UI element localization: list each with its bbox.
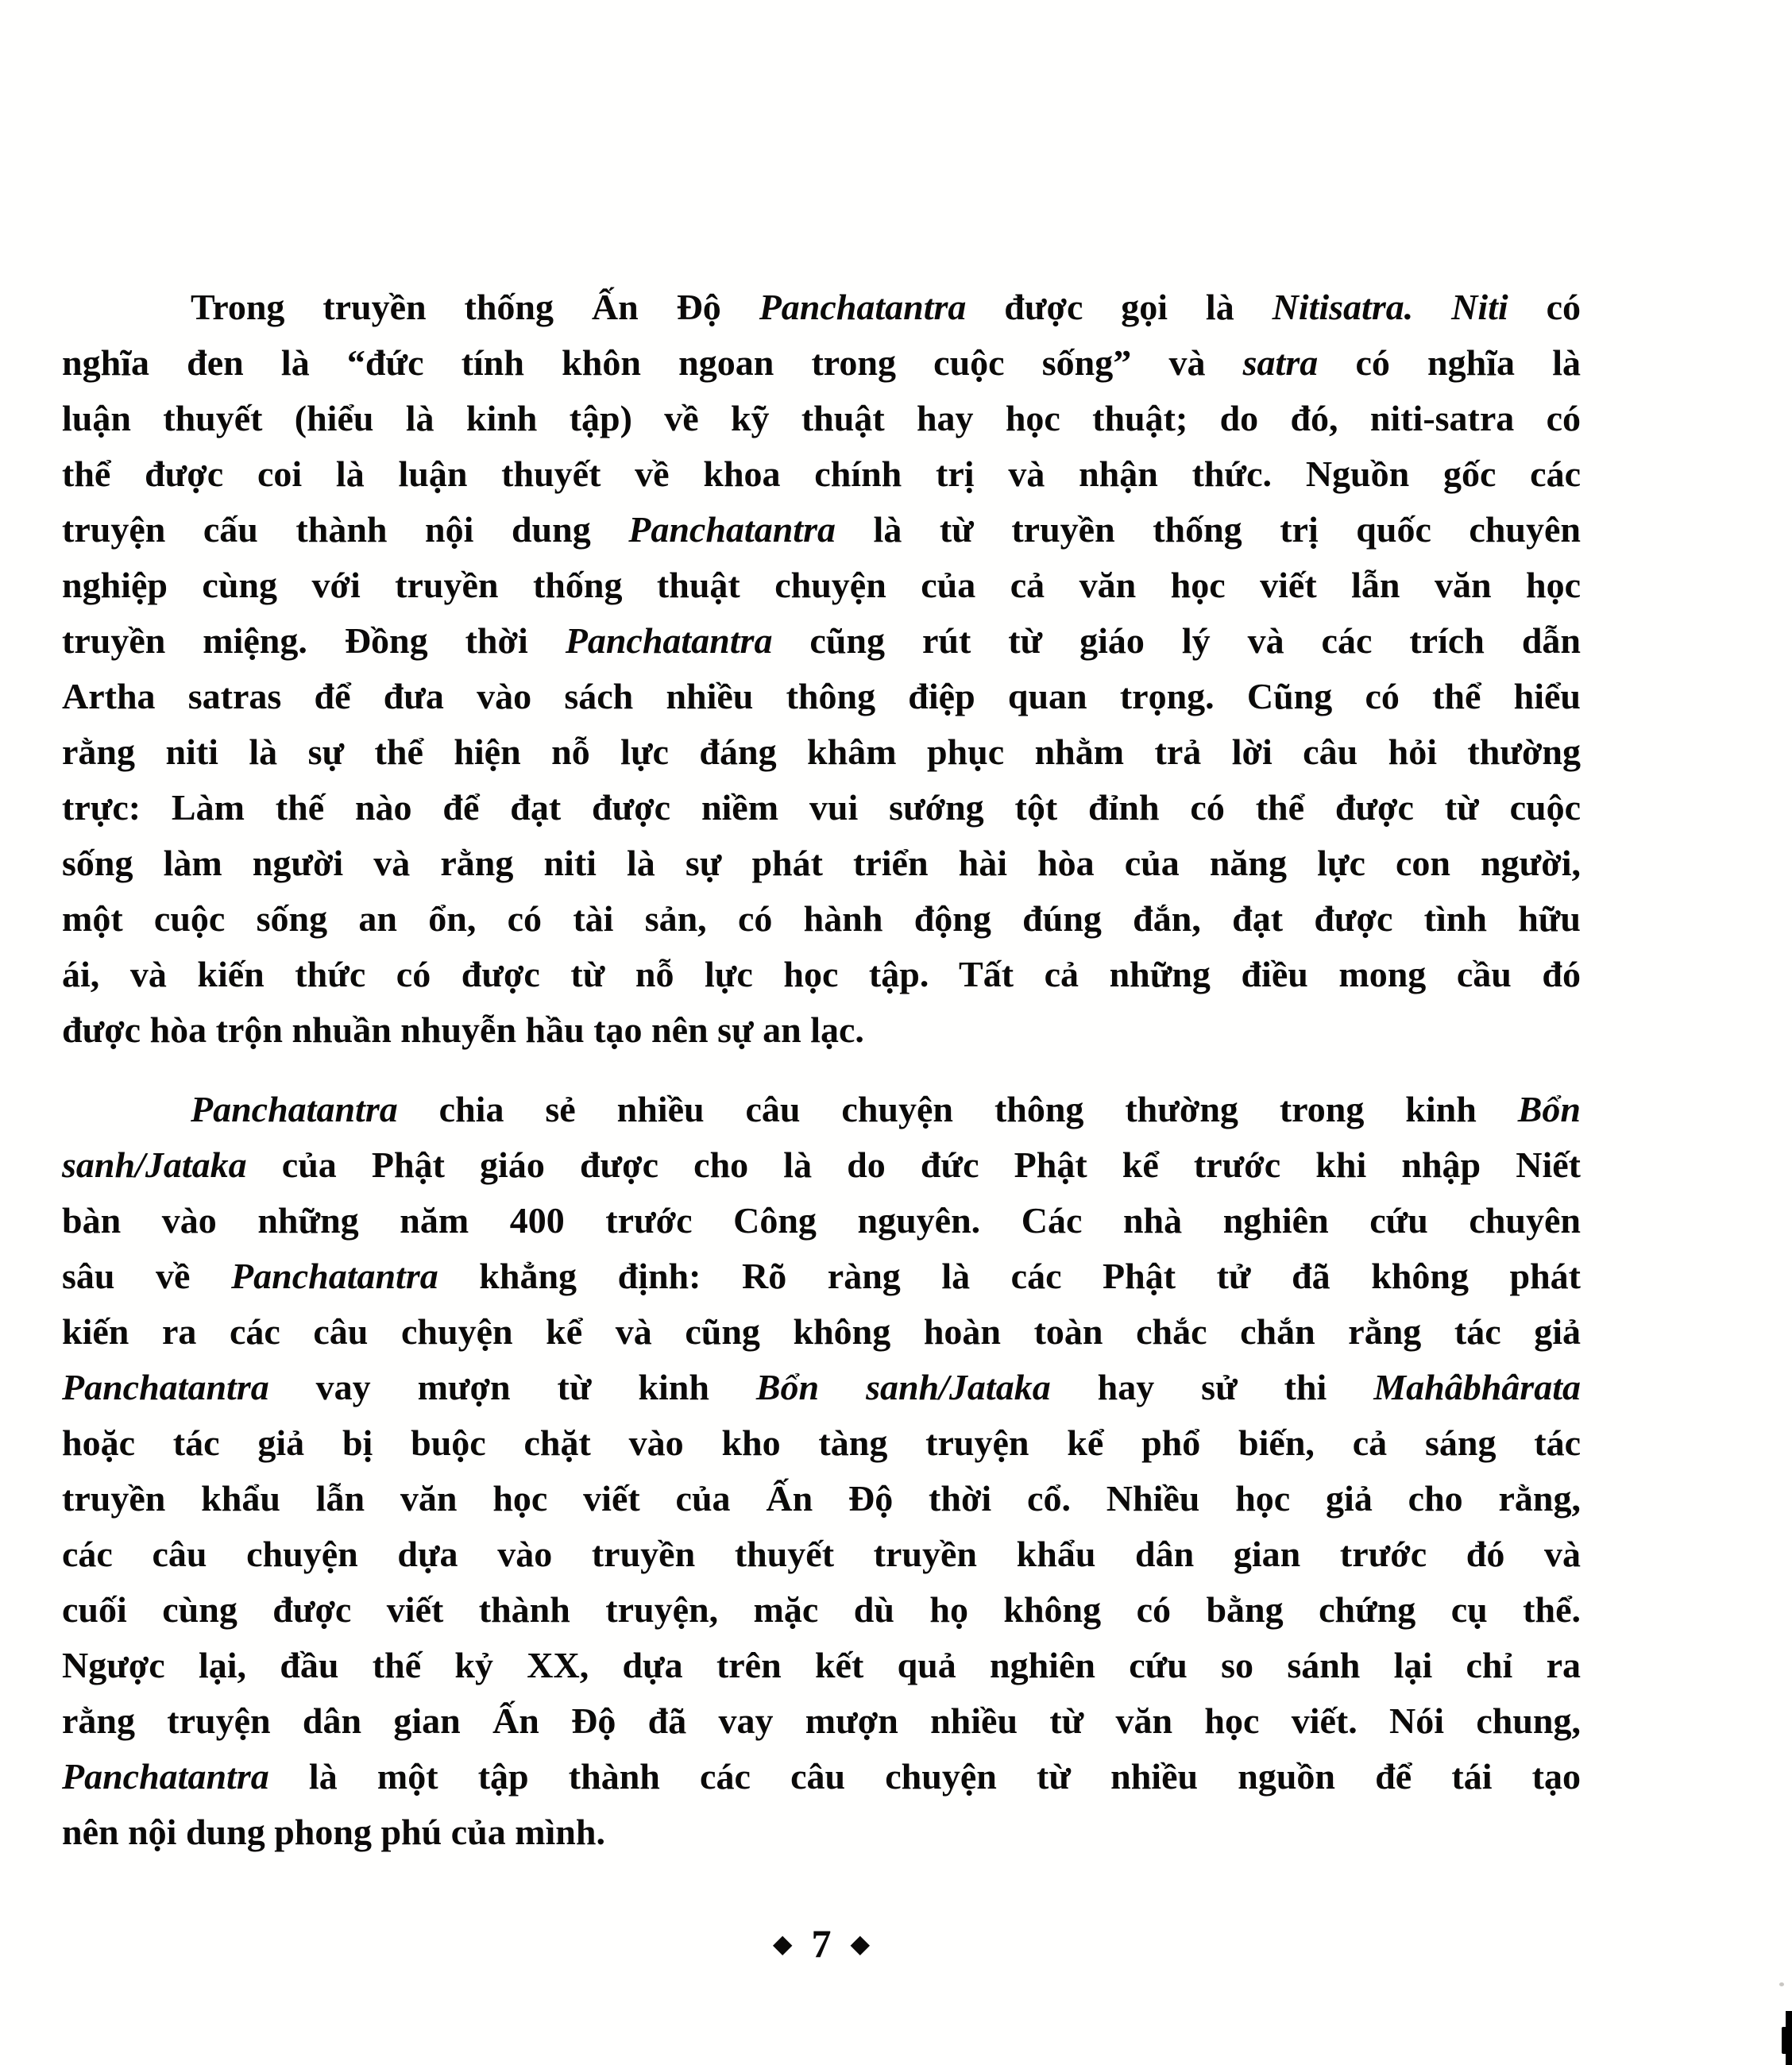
text-segment: rằng truyện dân gian Ấn Độ đã vay mượn nhiều từ văn học viết. Nói chung, [62,1700,1581,1741]
text-segment: rằng niti là sự thể hiện nỗ lực đáng khâm phục nhằm trả lời câu hỏi thường [62,731,1581,772]
text-line [62,1193,1581,1249]
text-segment: truyện cấu thành nội dung [62,509,629,550]
text-segment: cuối cùng được viết thành truyện, mặc dù họ không có bằng chứng cụ thể. [62,1589,1581,1630]
text-line [62,1527,1581,1582]
text-segment: của Phật giáo được cho là do đức Phật kể trước khi nhập Niết [246,1144,1581,1185]
page-number: 7 [811,1921,832,1966]
text-block [62,280,1581,1860]
text-line [62,669,1581,724]
text-segment: nghiệp cùng với truyền thống thuật chuyện của cả văn học viết lẫn văn học [62,565,1581,605]
text-segment: hoặc tác giả bị buộc chặt vào kho tàng truyện kể phổ biến, cả sáng tác [62,1422,1581,1463]
italic-text-segment: sanh/Jataka [62,1144,247,1185]
page-footer [62,1920,1581,1967]
italic-text-segment: Bổn [1517,1089,1581,1129]
text-segment: ái, và kiến thức có được từ nỗ lực học tập. Tất cả những điều mong cầu đó [62,954,1581,994]
text-segment: được gọi là [966,287,1273,327]
text-segment: chia sẻ nhiều câu chuyện thông thường trong kinh [397,1089,1518,1129]
text-segment: sâu về [62,1256,232,1296]
text-line [62,391,1581,446]
text-segment: Artha satras để đưa vào sách nhiều thông điệp quan trọng. Cũng có thể hiểu [62,676,1581,716]
text-segment: có nghĩa là [1318,342,1581,383]
text-segment: cũng rút từ giáo lý và các trích dẫn [772,620,1581,661]
text-segment: Ngược lại, đầu thế kỷ XX, dựa trên kết quả nghiên cứu so sánh lại chỉ ra [62,1645,1581,1685]
text-segment: kiến ra các câu chuyện kể và cũng không hoàn toàn chắc chắn rằng tác giả [62,1311,1581,1352]
text-line [62,1638,1581,1693]
text-line [62,836,1581,891]
text-segment: luận thuyết (hiểu là kinh tập) về kỹ thuật hay học thuật; do đó, niti-satra có [62,398,1581,438]
text-segment: truyền miệng. Đồng thời [62,620,566,661]
italic-text-segment: Panchatantra [62,1756,269,1797]
italic-text-segment: satra [1242,342,1319,383]
text-line [62,502,1581,558]
text-segment: thể được coi là luận thuyết về khoa chính trị và nhận thức. Nguồn gốc các [62,454,1581,494]
text-line [62,1304,1581,1360]
italic-text-segment: Panchatantra [628,509,836,550]
text-segment: vay mượn từ kinh [268,1367,756,1407]
text-line [62,558,1581,613]
text-line [62,446,1581,502]
text-line [62,335,1581,391]
text-line [62,1415,1581,1471]
text-segment: truyền khẩu lẫn văn học viết của Ấn Độ thời cổ. Nhiều học giả cho rằng, [62,1478,1581,1519]
text-segment: bàn vào những năm 400 trước Công nguyên. Các nhà nghiên cứu chuyên [62,1200,1581,1241]
text-line [62,1693,1581,1749]
italic-text-segment: Panchatantra [565,620,773,661]
paragraph [62,280,1581,1058]
text-line [62,1137,1581,1193]
text-segment: nghĩa đen là “đức tính khôn ngoan trong cuộc sống” và [62,342,1243,383]
text-segment: có [1508,287,1581,327]
italic-text-segment: Panchatantra [62,1367,269,1407]
text-line [62,1082,1581,1137]
diamond-icon: ◆ [772,1929,793,1958]
text-line [62,1804,1581,1860]
text-segment: các câu chuyện dựa vào truyền thuyết truyền khẩu dân gian trước đó và [62,1534,1581,1574]
italic-text-segment: Bổn sanh/Jataka [755,1367,1051,1407]
text-line [62,1471,1581,1527]
text-segment: nên nội dung phong phú của mình. [62,1812,605,1852]
text-line [62,280,1581,335]
text-line [62,1002,1581,1058]
text-segment: một cuộc sống an ổn, có tài sản, có hành động đúng đắn, đạt được tình hữu [62,898,1581,939]
text-line [62,613,1581,669]
text-line [62,947,1581,1002]
text-line [62,891,1581,947]
scan-artifact [1782,2027,1792,2054]
text-line [62,1582,1581,1638]
text-segment: là từ truyền thống trị quốc chuyên [835,509,1582,550]
scan-artifact [1779,1982,1784,1986]
text-segment: Trong truyền thống Ấn Độ [191,287,759,327]
diamond-icon: ◆ [850,1929,871,1958]
text-segment: trực: Làm thế nào để đạt được niềm vui sướng tột đỉnh có thể được từ cuộc [62,787,1581,828]
text-segment: được hòa trộn nhuần nhuyễn hầu tạo nên sự an lạc. [62,1009,864,1050]
italic-text-segment: Mahâbhârata [1373,1367,1581,1407]
text-segment: là một tập thành các câu chuyện từ nhiều nguồn để tái tạo [268,1756,1581,1797]
text-segment: hay sử thi [1050,1367,1374,1407]
text-line [62,1749,1581,1804]
italic-text-segment: Panchatantra [231,1256,438,1296]
text-line [62,724,1581,780]
italic-text-segment: Nitisatra. Niti [1272,287,1508,327]
text-line [62,1249,1581,1304]
italic-text-segment: Panchatantra [759,287,967,327]
text-segment: khẳng định: Rõ ràng là các Phật tử đã không phát [438,1256,1582,1296]
text-line [62,1360,1581,1415]
text-segment: sống làm người và rằng niti là sự phát triển hài hòa của năng lực con người, [62,843,1581,883]
text-line [62,780,1581,836]
paragraph [62,1082,1581,1860]
italic-text-segment: Panchatantra [191,1089,398,1129]
